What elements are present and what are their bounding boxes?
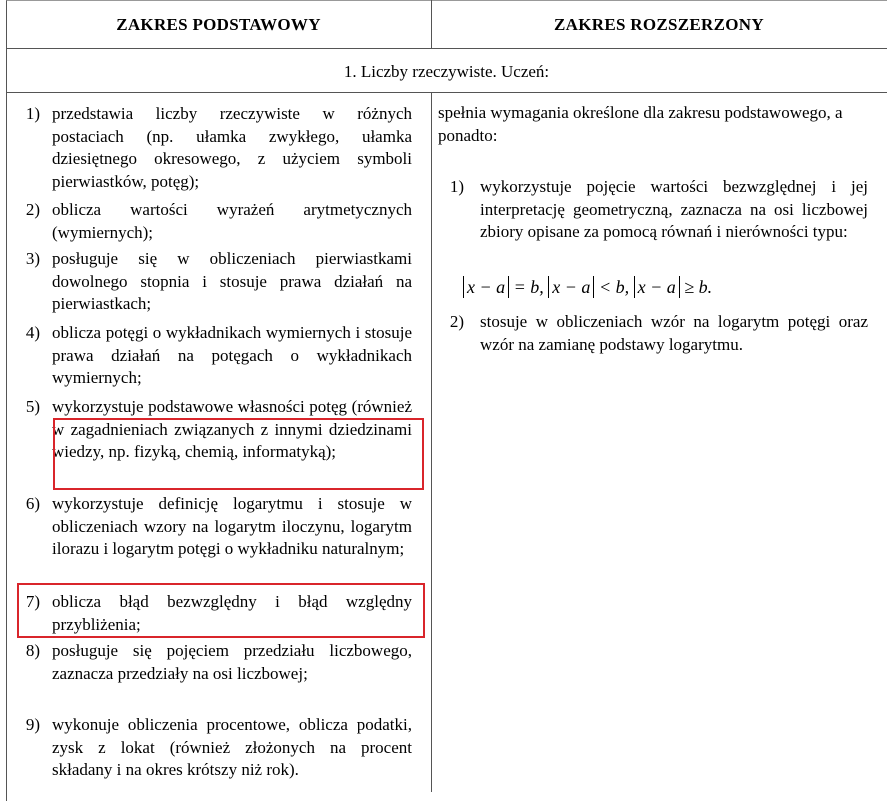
item-text: wykorzystuje definicję logarytmu i stosuje w obliczeniach wzory na logarytm iloczynu, logarytm ilorazu i logarytm potęgi o wykładniku naturalnym; bbox=[52, 494, 412, 558]
item-text: stosuje w obliczeniach wzór na logarytm potęgi oraz wzór na zamianę podstawy logarytmu. bbox=[480, 312, 868, 354]
header-basic-scope: ZAKRES PODSTAWOWY bbox=[116, 15, 321, 34]
body-column-divider bbox=[431, 92, 432, 792]
item-text: oblicza błąd bezwzględny i błąd względny przybliżenia; bbox=[52, 592, 412, 634]
item-number: 3) bbox=[25, 249, 40, 268]
item-number: 5) bbox=[25, 397, 40, 416]
item-number: 8) bbox=[25, 641, 40, 660]
absolute-value-expression: x − a bbox=[548, 276, 594, 298]
absolute-value-expression: x − a bbox=[463, 276, 509, 298]
item-number: 2) bbox=[25, 200, 40, 219]
section-title: 1. Liczby rzeczywiste. Uczeń: bbox=[343, 62, 550, 81]
item-number: 9) bbox=[25, 715, 40, 734]
item-number: 6) bbox=[25, 494, 40, 513]
item-text: oblicza potęgi o wykładnikach wymiernych i stosuje prawa działań na potęgach o wykładnikach wymiernych; bbox=[52, 323, 412, 387]
highlight-box-item-5 bbox=[53, 418, 424, 490]
header-divider bbox=[6, 48, 887, 49]
item-number: 1) bbox=[25, 104, 40, 123]
section-divider bbox=[6, 92, 887, 93]
item-text: wykorzystuje pojęcie wartości bezwzględnej i jej interpretację geometryczną, zaznacza na osi liczbowej zbiory opisane za pomocą równań i nierówności typu: bbox=[480, 177, 868, 241]
item-number: 7) bbox=[25, 592, 40, 611]
formula-rhs-geq: ≥ b. bbox=[679, 277, 713, 297]
absolute-value-formula bbox=[463, 276, 712, 298]
formula-rhs-less: < b, bbox=[594, 277, 630, 297]
item-number: 1) bbox=[449, 177, 464, 196]
item-text: przedstawia liczby rzeczywiste w różnych postaciach (np. ułamka zwykłego, ułamka dziesiętnego okresowego, z użyciem symboli pierwiastków, potęg); bbox=[52, 104, 412, 191]
item-text: wykonuje obliczenia procentowe, oblicza podatki, zysk z lokat (również złożonych na procent składany i na okres krótszy niż rok). bbox=[52, 715, 412, 779]
highlight-box-item-7 bbox=[17, 583, 425, 638]
header-extended-scope: ZAKRES ROZSZERZONY bbox=[554, 15, 764, 34]
item-number: 2) bbox=[449, 312, 464, 331]
item-text: posługuje się w obliczeniach pierwiastkami dowolnego stopnia i stosuje prawa działań na pierwiastkach; bbox=[52, 249, 412, 313]
item-text: oblicza wartości wyrażeń arytmetycznych (wymiernych); bbox=[52, 200, 412, 242]
item-text: posługuje się pojęciem przedziału liczbowego, zaznacza przedziały na osi liczbowej; bbox=[52, 641, 412, 683]
extended-scope-intro: spełnia wymagania określone dla zakresu podstawowego, a ponadto: bbox=[438, 103, 843, 145]
item-text: wykorzystuje podstawowe własności potęg (również w zagadnieniach związanych z innymi dziedzinami wiedzy, np. fizyką, chemią, informatyką); bbox=[52, 397, 412, 461]
formula-rhs-equal: = b, bbox=[509, 277, 544, 297]
item-number: 4) bbox=[25, 323, 40, 342]
absolute-value-expression: x − a bbox=[634, 276, 680, 298]
